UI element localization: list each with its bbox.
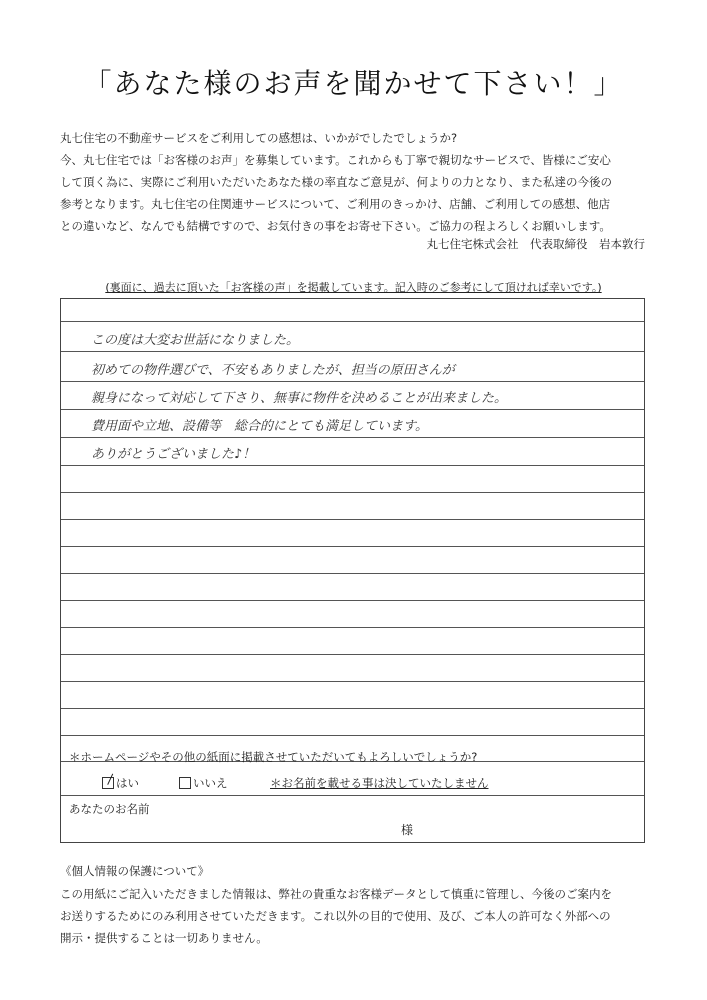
ruled-line xyxy=(61,381,644,382)
ruled-line xyxy=(61,492,644,493)
ruled-line xyxy=(61,437,644,438)
consent-yes-label: はい xyxy=(116,776,139,790)
intro-line: して頂く為に、実際にご利用いただいたあなた様の率直なご意見が、何よりの力となり、また私達の今後の xyxy=(60,175,612,189)
consent-no-checkbox[interactable] xyxy=(179,777,191,789)
reference-note xyxy=(0,279,707,295)
consent-no-label: いいえ xyxy=(193,776,228,790)
ruled-line xyxy=(61,735,644,736)
privacy-paragraph xyxy=(60,883,660,949)
ruled-line xyxy=(61,795,644,796)
company-signature: 丸七住宅株式会社 代表取締役 岩本敦行 xyxy=(426,237,645,251)
consent-yes-option[interactable] xyxy=(102,775,139,791)
privacy-line: お送りするためにのみ利用させていただきます。これ以外の目的で使用、及び、ご本人の許可なく外部への xyxy=(60,909,611,923)
consent-no-option[interactable] xyxy=(179,775,228,791)
privacy-line: この用紙にご記入いただきました情報は、弊社の貴重なお客様データとして慎重に管理し、今後のご案内を xyxy=(60,887,612,901)
page-title: 「あなた様のお声を聞かせて下さい！」 xyxy=(83,67,624,100)
intro-line: 丸七住宅の不動産サービスをご利用しての感想は、いかがでしたでしょうか? xyxy=(60,131,458,145)
intro-paragraph xyxy=(60,127,660,237)
privacy-heading: 《個人情報の保護について》 xyxy=(60,864,210,878)
handwritten-comment-line: 親身になって対応して下さり、無事に物件を決めることが出来ました。 xyxy=(91,391,508,406)
ruled-line xyxy=(61,573,644,574)
publish-consent-question: ＊ホームページやその他の紙面に掲載させていただいてもよろしいでしょうか? xyxy=(69,750,478,764)
ruled-line xyxy=(61,600,644,601)
handwritten-comment-line: 初めての物件選びで、不安もありましたが、担当の原田さんが xyxy=(91,363,455,378)
intro-line: 今、丸七住宅では「お客様のお声」を募集しています。これからも丁寧で親切なサービスで、皆様にご安心 xyxy=(60,153,611,167)
ruled-line xyxy=(61,465,644,466)
name-field-label: あなたのお名前 xyxy=(69,802,150,816)
ruled-line xyxy=(61,627,644,628)
handwritten-comment-line: ありがとうございました♪！ xyxy=(91,447,256,462)
ruled-line xyxy=(61,681,644,682)
ruled-line xyxy=(61,708,644,709)
consent-yes-checkbox[interactable] xyxy=(102,777,114,789)
feedback-form xyxy=(60,298,645,843)
intro-line: 参考となります。丸七住宅の住関連サービスについて、ご利用のきっかけ、店舗、ご利用しての感想、他店 xyxy=(60,197,611,211)
reference-note-text: (裏面に、過去に頂いた「お客様の声」を掲載しています。記入時のご参考にして頂ければ幸いです。) xyxy=(105,281,602,294)
handwritten-comment-line: この度は大変お世話になりました。 xyxy=(91,333,300,348)
ruled-line xyxy=(61,409,644,410)
ruled-line xyxy=(61,654,644,655)
handwritten-comment-line: 費用面や立地、設備等 総合的にとても満足しています。 xyxy=(91,419,428,434)
intro-line: との違いなど、なんでも結構ですので、お気付きの事をお寄せ下さい。ご協力の程よろしくお願いします。 xyxy=(60,219,611,233)
ruled-line xyxy=(61,321,644,322)
name-privacy-note: ＊お名前を載せる事は決していたしません xyxy=(270,776,489,790)
ruled-line xyxy=(61,519,644,520)
privacy-line: 開示・提供することは一切ありません。 xyxy=(60,931,268,945)
ruled-line xyxy=(61,546,644,547)
ruled-line xyxy=(61,351,644,352)
name-field-suffix: 様 xyxy=(401,823,414,837)
